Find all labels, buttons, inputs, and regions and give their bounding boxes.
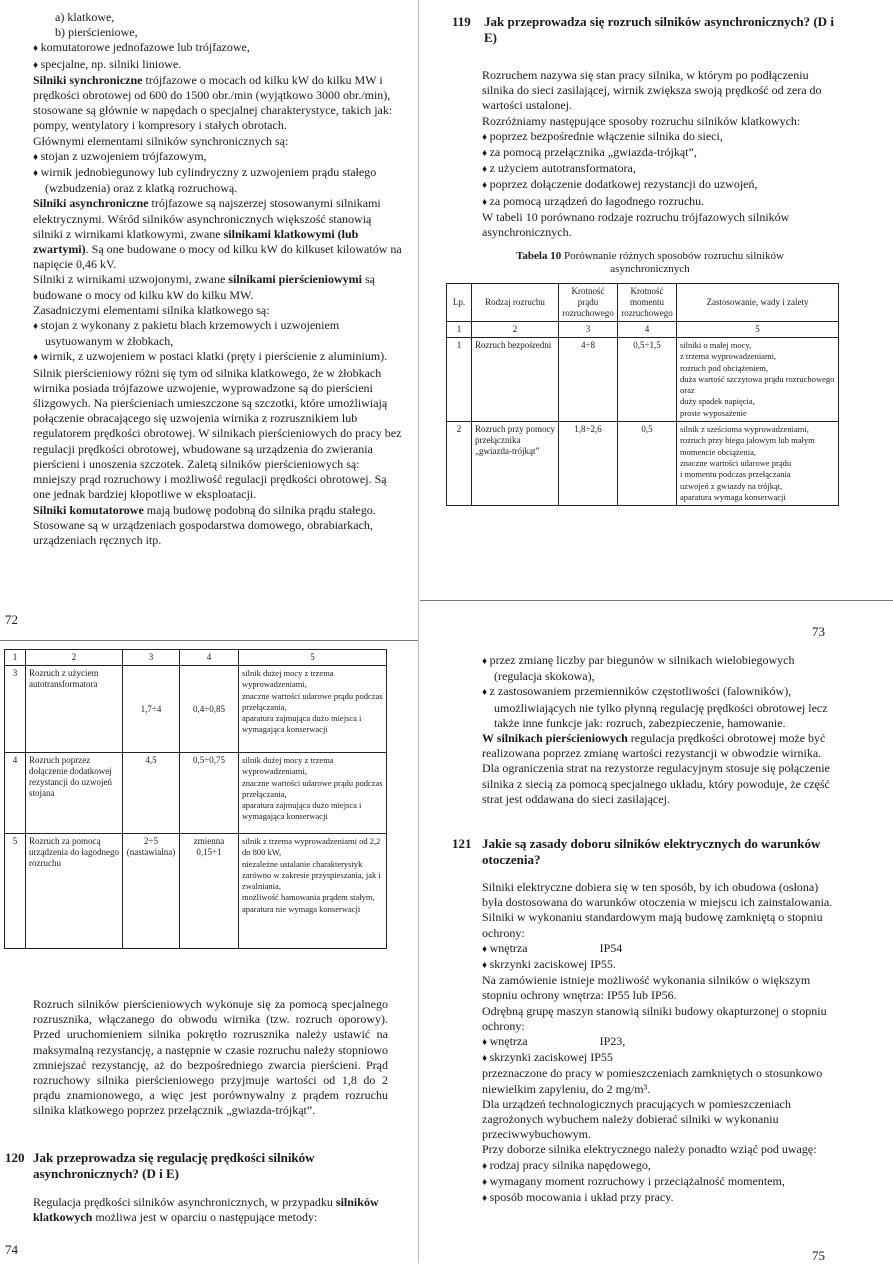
table-cell: 0,4÷0,85: [180, 666, 239, 753]
table-cell: zmienna 0,15÷1: [180, 834, 239, 949]
paragraph: Na zamówienie istnieje możliwość wykonania silników o większym stopniu ochrony wnętrza: IP55 lub IP56.: [482, 973, 811, 1003]
list-item: za pomocą urządzeń do łagodnego rozruchu.: [489, 193, 705, 208]
bullet-icon: [482, 684, 490, 698]
list-item: z zastosowaniem przemienników częstotliwości (falowników), umożliwiających nie tylko płynną regulację prędkości obrotowej lecz także inne funkcje jak: rozruch, zabezpieczenie, hamowanie.: [489, 684, 828, 730]
question-number: 119: [452, 14, 471, 29]
table-10-part2: [4, 649, 387, 949]
q119-body: [482, 68, 842, 240]
table-cell: 2÷5 (nastawialna): [123, 834, 180, 949]
table-cell: Rozruch za pomocą urządzenia do łagodnego rozruchu: [26, 834, 123, 949]
table-cell: 3: [5, 666, 26, 753]
paragraph: Głównymi elementami silników synchronicznych są:: [33, 133, 289, 148]
table-cell: 2: [26, 650, 123, 666]
table-cell: 3: [123, 650, 180, 666]
table-cell: 2: [472, 322, 559, 338]
table-cell: 4: [180, 650, 239, 666]
ip-value: IP55.: [590, 957, 616, 972]
bullet-icon: [33, 349, 41, 363]
bullet-icon: [482, 1174, 490, 1188]
paragraph-ring: Silniki z wirnikami uzwojonymi, zwane silnikami pierścieniowymi są budowane o mocy od kilku kW do kilku MW.: [33, 272, 375, 302]
table-cell: 4÷8: [559, 338, 618, 422]
bullet-icon: [482, 1190, 490, 1204]
table-cell: Rozruch poprzez dołączenie dodatkowej rezystancji do uzwojeń stojana: [26, 753, 123, 834]
page-72: [33, 10, 403, 548]
bullet-icon: [482, 1158, 490, 1172]
question-title: Jak przeprowadza się regulację prędkości silników asynchronicznych? (D i E): [33, 1150, 315, 1181]
table-header: Rodzaj rozruchu: [472, 284, 559, 322]
paragraph: Dla urządzeń technologicznych pracujących w pomieszczeniach zagrożonych wybuchem należy dobierać silniki w wykonaniu przeciwwybuchowym.: [482, 1096, 791, 1142]
q120-body: [33, 1195, 388, 1225]
table-cell: Rozruch bezpośredni: [472, 338, 559, 422]
table-row: [447, 422, 839, 506]
question-title: Jak przeprowadza się rozruch silników asynchronicznych? (D i E): [484, 14, 834, 45]
table-cell-notes: silnik z trzema wyprowadzeniami od 2,2 do 800 kW, niezależne ustalanie charakterystyk zarówno w zakresie przyspieszania, jak i zwalniania, możliwość hamowania prądem stałym, aparatura nie wymaga konserwacji: [239, 834, 387, 949]
table-10-part1: [446, 283, 839, 506]
page-gutter: [418, 0, 419, 1263]
page-75-top: [482, 653, 837, 807]
table-cell: 1,8÷2,6: [559, 422, 618, 506]
list-item: stojan z uzwojeniem trójfazowym,: [40, 148, 207, 163]
bullet-icon: [33, 318, 41, 332]
bullet-icon: [33, 57, 41, 71]
list-item: komutatorowe jednofazowe lub trójfazowe,: [40, 40, 250, 55]
table-header: Zastosowanie, wady i zalety: [677, 284, 839, 322]
paragraph: Przy doborze silnika elektrycznego należy ponadto wziąć pod uwagę:: [482, 1142, 817, 1157]
bullet-icon: [482, 1034, 490, 1048]
paragraph: Silniki elektryczne dobiera się w ten sposób, by ich obudowa (osłona) była dostosowana do warunków otoczenia w miejscu ich zainstalowania.: [482, 880, 833, 910]
table-row: [5, 666, 387, 753]
bullet-icon: [482, 145, 490, 159]
bullet-icon: [482, 161, 490, 175]
paragraph: Odrębną grupę maszyn stanowią silniki budowy okapturzonej o stopniu ochrony:: [482, 1003, 827, 1033]
table-cell: 5: [239, 650, 387, 666]
list-item: wymagany moment rozruchowy i przeciążalność momentem,: [489, 1173, 785, 1188]
table-cell: 1,7÷4: [123, 666, 180, 753]
page-number: 73: [812, 624, 825, 639]
table-cell: 5: [677, 322, 839, 338]
question-number: 121: [452, 836, 472, 851]
ip-label: wnętrza: [489, 940, 528, 955]
paragraph: Rozruchem nazywa się stan pracy silnika, w którym po podłączeniu silnika do sieci zasilającej, wirnik zwiększa swoją prędkość od zera do wartości ustalonej.: [482, 68, 822, 113]
list-item: poprzez bezpośrednie włączenie silnika do sieci,: [489, 128, 723, 143]
list-item: rodzaj pracy silnika napędowego,: [489, 1157, 651, 1172]
paragraph: Zasadniczymi elementami silnika klatkowego są:: [33, 302, 270, 317]
bullet-icon: [482, 177, 490, 191]
table-cell: 4: [618, 322, 677, 338]
table-colnum-row: [5, 650, 387, 666]
paragraph-diff: Silnik pierścieniowy różni się tym od silnika klatkowego, że w żłobkach wirnika posiada trójfazowe uzwojenie, wyprowadzone są do pierścieni ślizgowych. Na pierścieniach umieszczone są szczotki, które umożliwiają połączenie obracającego się uzwojenia wirnika z rozrusznikiem lub regulatorem prędkości obrotowej. W silnikach pierścieniowych do pracy bez regulacji prędkości obrotowej, wbudowane są urządzenia do zwierania pierścieni i unoszenia szczotek. Zaletą silników pierścieniowych są: mniejszy prąd rozruchowy i możliwość regulacji prędkości obrotowej. Są one jednak bardziej kłopotliwe w eksploatacji.: [33, 365, 402, 502]
table-row: [5, 834, 387, 949]
ip-value: IP23,: [599, 1034, 626, 1049]
list-item: wirnik jednobiegunowy lub cylindryczny z uzwojeniem prądu stałego (wzbudzenia) oraz z klatką rozruchową.: [40, 165, 377, 196]
table-caption: Tabela 10 Porównanie różnych sposobów rozruchu silników asynchronicznych: [516, 250, 784, 275]
table-cell-notes: silniki o małej mocy, z trzema wyprowadzeniami, rozruch pod obciążeniem, duża wartość szczytowa prądu rozruchowego oraz duży spadek napięcia, proste wyposażenie: [677, 338, 839, 422]
bullet-icon: [33, 40, 41, 54]
page-split-right: [420, 600, 893, 601]
list-item: b) pierścieniowe,: [55, 25, 138, 40]
table-cell: 2: [447, 422, 472, 506]
table-header: Lp.: [447, 284, 472, 322]
paragraph: Regulacja prędkości silników asynchronicznych, w przypadku silników klatkowych możliwa jest w oparciu o następujące metody:: [33, 1195, 379, 1225]
list-item: stojan z wykonany z pakietu blach krzemowych i uzwojeniem usytuowanym w żłobkach,: [40, 318, 340, 349]
list-item: sposób mocowania i układ przy pracy.: [489, 1190, 674, 1205]
page-74-text: [33, 997, 388, 1119]
ip-value: IP54: [599, 940, 623, 955]
bullet-icon: [482, 941, 490, 955]
bullet-icon: [482, 653, 490, 667]
page-number: 75: [812, 1248, 825, 1263]
table-cell: 0,5: [618, 422, 677, 506]
bullet-icon: [33, 165, 41, 179]
paragraph: Silniki w wykonaniu standardowym mają budowę zamkniętą o stopniu ochrony:: [482, 910, 823, 940]
paragraph: Rozruch silników pierścieniowych wykonuje się za pomocą specjalnego rozrusznika, włączanego do obwodu wirnika (tzw. rozruch oporowy). Przed uruchomieniem silnika pokrętło rozrusznika należy ustawić na maksymalną rezystancję, a następnie w czasie rozruchu należy stopniowo zmniejszać rezystancję, aż do bezpośredniego zwarcia pierścieni. Prąd rozruchowy silnika pierścieniowego przyjmuje wartości od 1,8 do 2 prądu znamionowego, a więc jest porównywalny z prądem rozruchu silnika klatkowego poprzez przełącznik „gwiazda-trójkąt”.: [33, 997, 388, 1118]
ip-label: skrzynki zaciskowej: [489, 957, 588, 972]
bullet-icon: [482, 194, 490, 208]
list-item: specjalne, np. silniki liniowe.: [40, 56, 182, 71]
paragraph-async: Silniki asynchroniczne trójfazowe są najszerzej stosowanymi silnikami elektrycznymi. Wśród silników asynchronicznych większość stanowią silniki z wirnikami klatkowymi, zwane silnikami klatkowymi (lub zwartymi). Są one budowane o mocy od kilku kW do kilkuset kilowatów na napięcie 0,46 kV.: [33, 196, 402, 272]
table-cell: 1: [5, 650, 26, 666]
list-item: przez zmianę liczby par biegunów w silnikach wielobiegowych (regulacja skokowa),: [489, 653, 795, 684]
table-colnum-row: [447, 322, 839, 338]
question-title: Jakie są zasady doboru silników elektrycznych do warunków otoczenia?: [482, 836, 821, 867]
table-header: Krotność momentu rozruchowego: [618, 284, 677, 322]
table-header-row: [447, 284, 839, 322]
page-number: 72: [5, 612, 18, 627]
list-item: za pomocą przełącznika „gwiazda-trójkąt”,: [489, 145, 697, 160]
table-cell: 1: [447, 322, 472, 338]
paragraph: W silnikach pierścieniowych regulacja prędkości obrotowej może być realizowana poprzez zmianę wartości rezystancji w obwodzie wirnika. Dla ograniczenia strat na rezystorze regulacyjnym stosuje się połączenie silnika z siecią za pomocą specjalnego układu, który powoduje, że część strat jest oddawana do sieci zasilającej.: [482, 731, 830, 806]
table-cell: 0,5÷0,75: [180, 753, 239, 834]
table-cell-notes: silnik dużej mocy z trzema wyprowadzeniami, znaczne wartości udarowe prądu podczas przełączania, aparatura zajmująca dużo miejsca i wymagająca konserwacji: [239, 753, 387, 834]
ip-label: wnętrza: [489, 1034, 528, 1049]
table-cell: 1: [447, 338, 472, 422]
question-number: 120: [5, 1150, 25, 1165]
table-cell: 5: [5, 834, 26, 949]
table-cell: Rozruch z użyciem autotransformatora: [26, 666, 123, 753]
list-item: a) klatkowe,: [55, 10, 115, 24]
table-cell: 0,5÷1,5: [618, 338, 677, 422]
page-number: 74: [5, 1242, 18, 1257]
bullet-icon: [482, 1050, 490, 1064]
paragraph-comm: Silniki komutatorowe mają budowę podobną do silnika prądu stałego. Stosowane są w urządzeniach gospodarstwa domowego, obrabiarkach, urządzeniach ręcznych itp.: [33, 502, 376, 547]
paragraph: przeznaczone do pracy w pomieszczeniach zamkniętych o stosunkowo niewielkim zapyleniu, do 2 mg/m³.: [482, 1066, 823, 1096]
table-row: [447, 338, 839, 422]
ip-value: IP55: [590, 1050, 613, 1065]
bullet-icon: [482, 129, 490, 143]
list-item: z użyciem autotransformatora,: [489, 161, 636, 176]
table-cell: 3: [559, 322, 618, 338]
paragraph-sync: Silniki synchroniczne trójfazowe o mocach od kilku kW do kilku MW i prędkości obrotowej od 600 do 1500 obr./min (wyjątkowo 3000 obr./min), stosowane są głównie w napędach o specjalnej charakterystyce, takich jak: pompy, wentylatory i kompresory i stałych obrotach.: [33, 72, 393, 133]
table-header: Krotność prądu rozruchowego: [559, 284, 618, 322]
paragraph: W tabeli 10 porównano rodzaje rozruchu trójfazowych silników asynchronicznych.: [482, 209, 790, 240]
table-cell: Rozruch przy pomocy przełącznika „gwiazda-trójkąt”: [472, 422, 559, 506]
table-cell: 4,5: [123, 753, 180, 834]
table-cell-notes: silnik z sześcioma wyprowadzeniami, rozruch przy biegu jałowym lub małym momencie obciążenia, znaczne wartości udarowe prądu i momentu podczas przełączania uzwojeń z gwiazdy na trójkąt, aparatura wymaga konserwacji: [677, 422, 839, 506]
list-item: wirnik, z uzwojeniem w postaci klatki (pręty i pierścienie z aluminium).: [40, 349, 388, 364]
bullet-icon: [482, 957, 490, 971]
page-split-left: [0, 640, 418, 641]
table-cell-notes: silnik dużej mocy z trzema wyprowadzeniami, znaczne wartości udarowe prądu podczas przełączania, aparatura zajmująca dużo miejsca i wymagająca konserwacji: [239, 666, 387, 753]
table-cell: 4: [5, 753, 26, 834]
list-item: poprzez dołączenie dodatkowej rezystancji do uzwojeń,: [489, 177, 758, 192]
table-row: [5, 753, 387, 834]
paragraph: Rozróżniamy następujące sposoby rozruchu silników klatkowych:: [482, 113, 801, 128]
bullet-icon: [33, 149, 41, 163]
q121-body: [482, 880, 837, 1206]
ip-label: skrzynki zaciskowej: [489, 1050, 588, 1065]
